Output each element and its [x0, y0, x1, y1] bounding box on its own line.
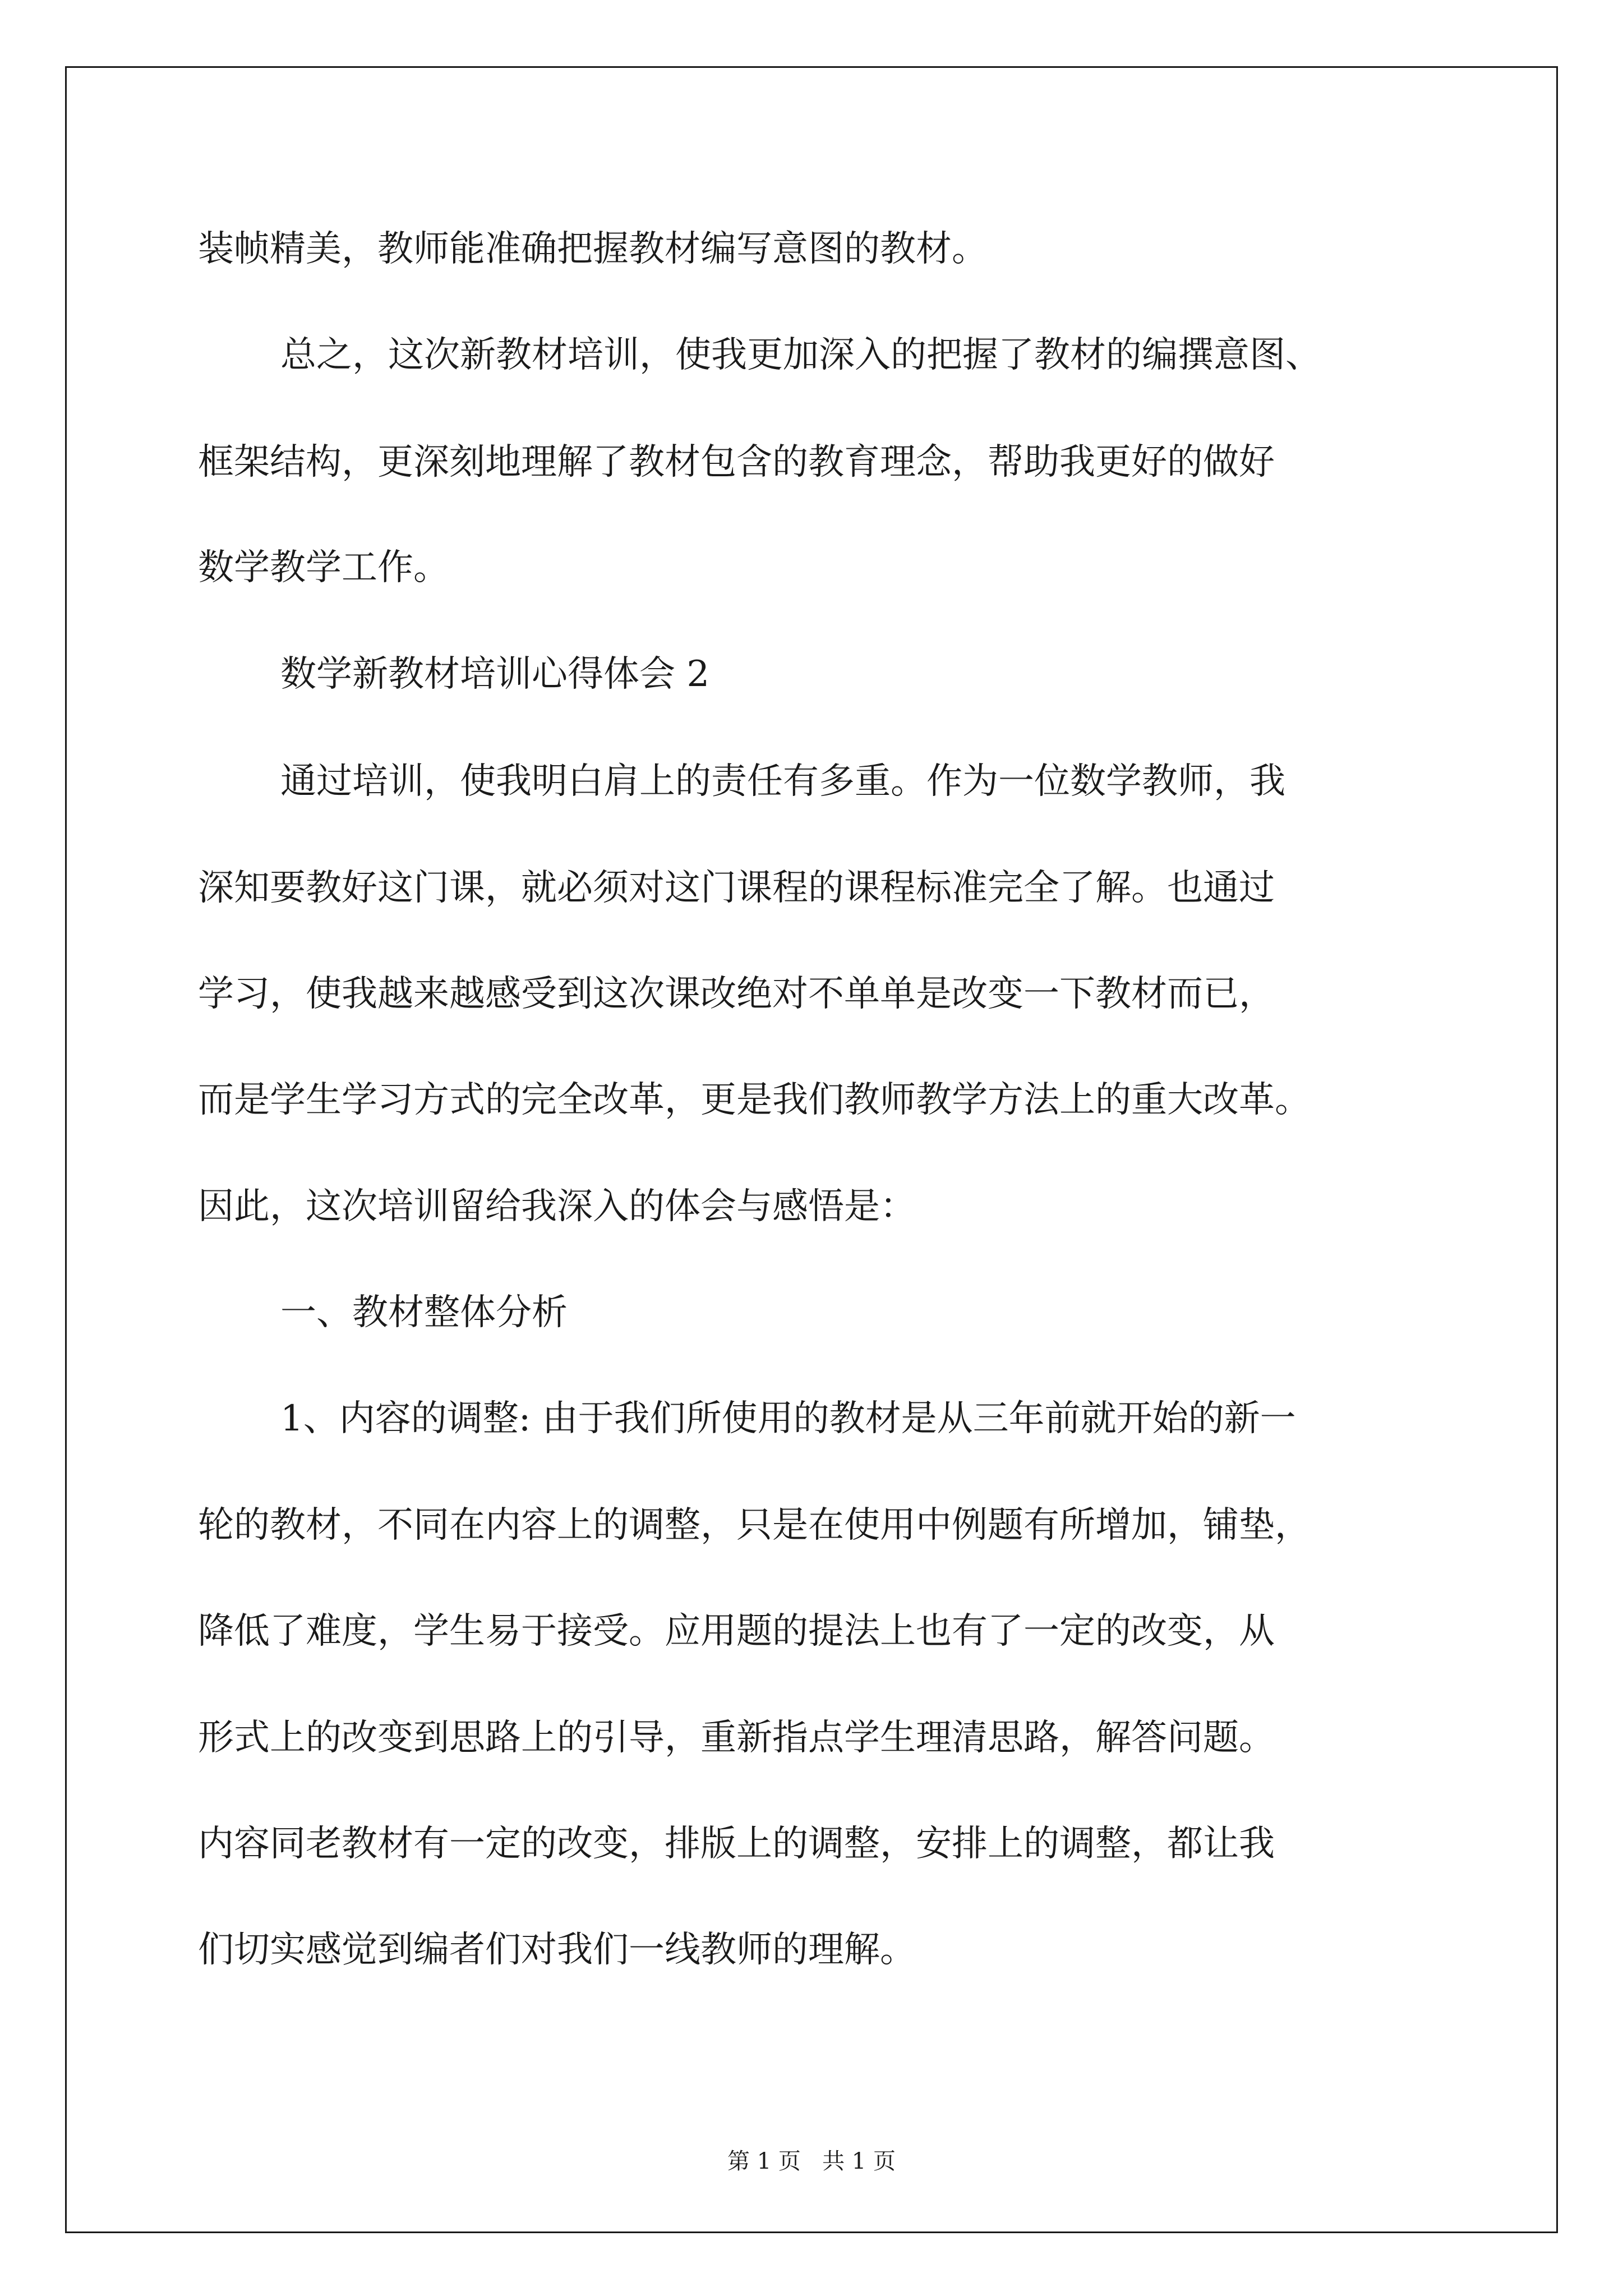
text-line-1: 装帧精美，教师能准确把握教材编写意图的教材。: [198, 228, 988, 270]
page-border: [65, 66, 1558, 2233]
text-line-6: 通过培训，使我明白肩上的责任有多重。作为一位数学教师，我: [280, 761, 1285, 802]
text-line-10: 因此，这次培训留给我深入的体会与感悟是：: [198, 1186, 916, 1227]
text-line-15: 形式上的改变到思路上的引导，重新指点学生理清思路，解答问题。: [198, 1717, 1275, 1759]
text-line-12: 1、内容的调整: 由于我们所使用的教材是从三年前就开始的新一: [280, 1398, 1296, 1439]
text-line-16: 内容同老教材有一定的改变，排版上的调整，安排上的调整，都让我: [198, 1823, 1275, 1865]
text-line-7: 深知要教好这门课，就必须对这门课程的课程标准完全了解。也通过: [198, 867, 1275, 909]
text-line-3: 框架结构，更深刻地理解了教材包含的教育理念，帮助我更好的做好: [198, 441, 1275, 483]
section-heading-2: 数学新教材培训心得体会 2: [280, 654, 710, 695]
text-line-2: 总之，这次新教材培训，使我更加深入的把握了教材的编撰意图、: [280, 334, 1321, 376]
text-line-14: 降低了难度，学生易于接受。应用题的提法上也有了一定的改变，从: [198, 1611, 1275, 1652]
text-line-4: 数学教学工作。: [198, 547, 449, 588]
page-number-footer: 第 1 页 共 1 页: [727, 2148, 896, 2174]
text-line-9: 而是学生学习方式的完全改革，更是我们教师教学方法上的重大改革。: [198, 1079, 1311, 1121]
text-line-8: 学习，使我越来越感受到这次课改绝对不单单是改变一下教材而已，: [198, 973, 1275, 1015]
text-line-13: 轮的教材，不同在内容上的调整，只是在使用中例题有所增加，铺垫，: [198, 1504, 1311, 1546]
subheading-1: 一、教材整体分析: [280, 1292, 568, 1333]
text-line-17: 们切实感觉到编者们对我们一线教师的理解。: [198, 1929, 916, 1971]
